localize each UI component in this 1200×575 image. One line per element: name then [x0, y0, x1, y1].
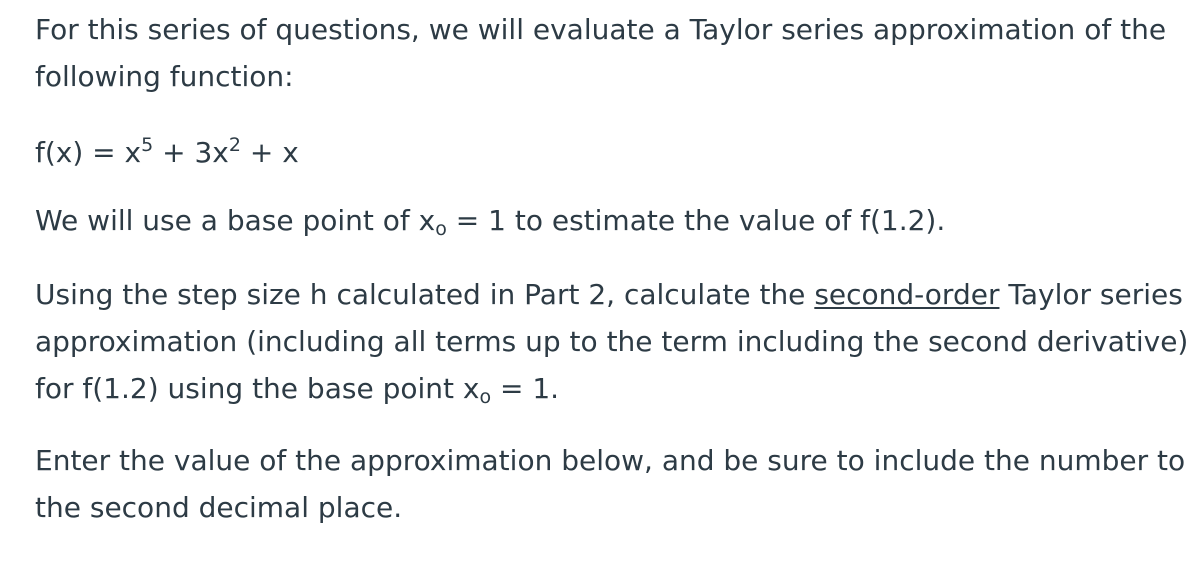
- exponent-2: 2: [228, 134, 241, 156]
- task-line-1-after: Taylor series: [999, 278, 1183, 311]
- task-line-3-before: for f(1.2) using the base point x: [35, 372, 480, 405]
- intro-paragraph: [35, 6, 1166, 100]
- function-term-x: + x: [240, 136, 299, 169]
- task-line-1: [35, 271, 1188, 318]
- task-line-2: approximation (including all terms up to the term including the second derivative): [35, 325, 1189, 358]
- base-point-subscript: o: [435, 218, 447, 240]
- instruction-line-2: the second decimal place.: [35, 491, 403, 524]
- second-order-underlined: second-order: [814, 278, 1000, 311]
- task-line-3: [35, 365, 1188, 412]
- task-base-point-subscript: o: [479, 386, 492, 408]
- base-point-text-after: = 1 to estimate the value of f(1.2).: [446, 204, 946, 237]
- task-line-3-after: = 1.: [491, 372, 560, 405]
- base-point-text-before: We will use a base point of x: [35, 204, 436, 237]
- function-definition: [35, 129, 299, 176]
- task-line-1-before: Using the step size h calculated in Part 2, calculate the: [35, 278, 815, 311]
- intro-line-1: For this series of questions, we will evaluate a Taylor series approximation of the: [35, 13, 1167, 46]
- task-paragraph: [35, 271, 1188, 412]
- exponent-5: 5: [141, 134, 154, 156]
- intro-line-2: following function:: [35, 60, 294, 93]
- instruction-line-1: Enter the value of the approximation below, and be sure to include the number to: [35, 444, 1186, 477]
- base-point-paragraph: [35, 197, 945, 244]
- function-lhs: f(x) = x: [35, 136, 142, 169]
- function-term-3x: + 3x: [153, 136, 229, 169]
- instruction-paragraph: [35, 437, 1185, 531]
